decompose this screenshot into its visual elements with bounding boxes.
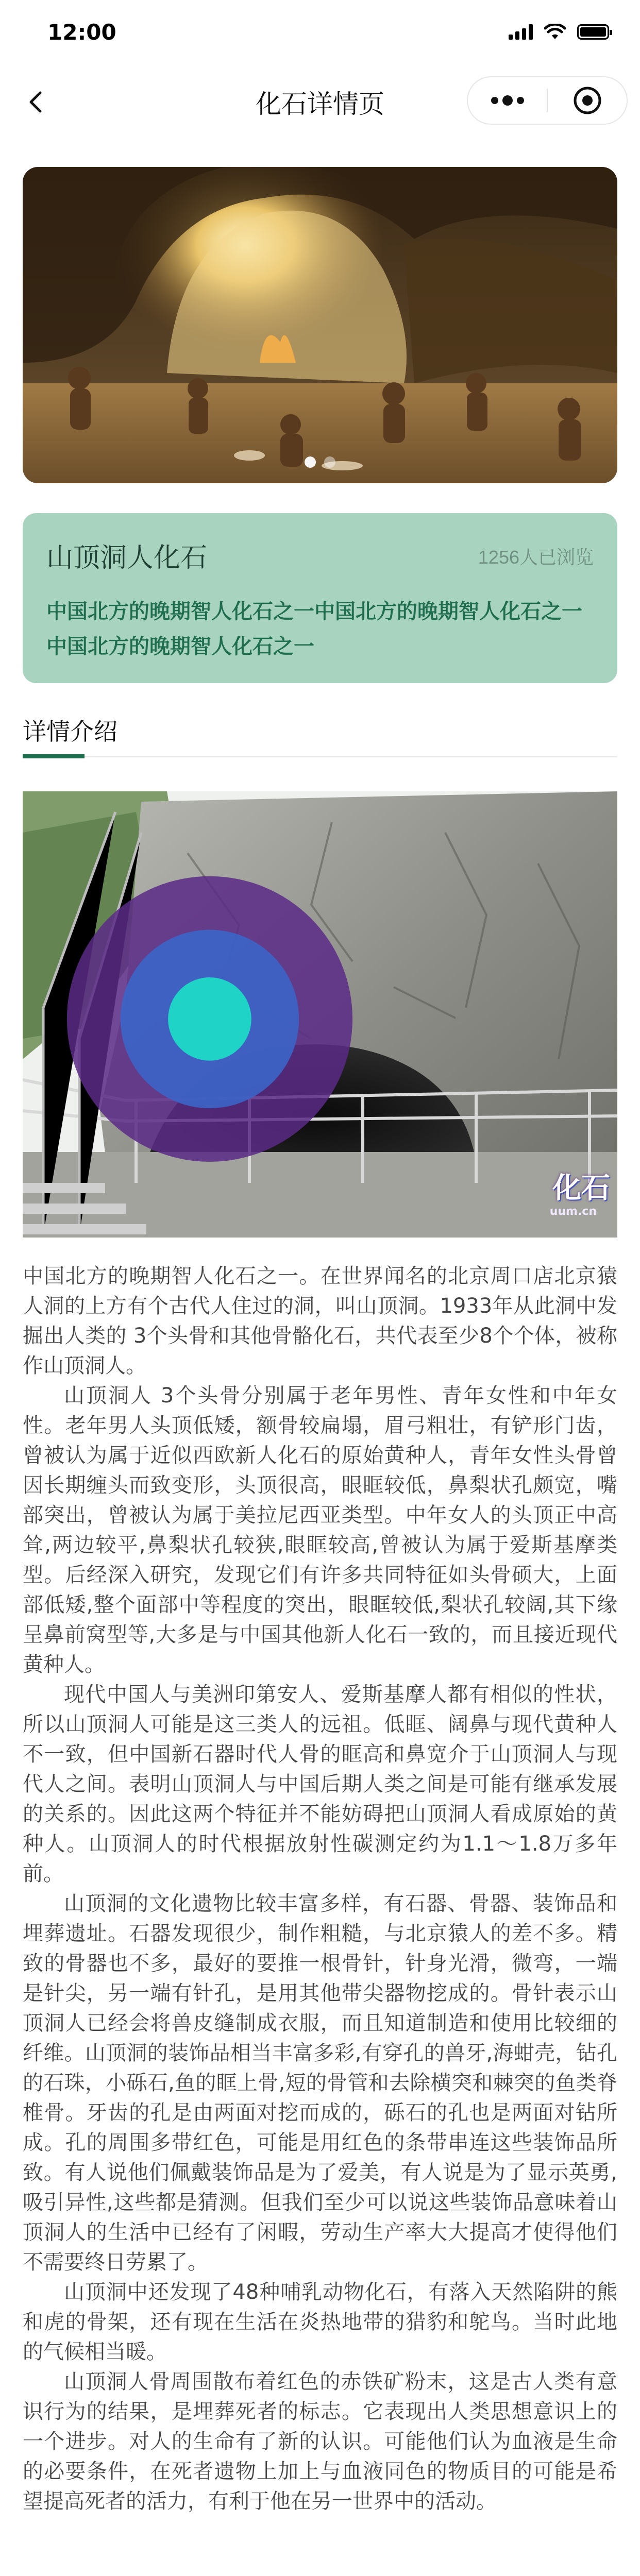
watermark-sub: uum.cn — [549, 1205, 597, 1218]
target-circle-icon — [572, 85, 603, 116]
carousel-dot[interactable] — [324, 456, 335, 468]
section-title-underline — [23, 754, 85, 758]
status-time: 12:00 — [47, 20, 116, 45]
article-paragraph: 中国北方的晚期智人化石之一。在世界闻名的北京周口店北京猿人洞的上方有个古代人住过的洞，叫山顶洞。1933年从此洞中发掘出人类的 3个头骨和其他骨骼化石，共代表至少8个个体，被称作山顶洞人。 — [23, 1264, 617, 1378]
wifi-icon — [544, 24, 566, 40]
close-miniprogram-button[interactable] — [548, 77, 627, 124]
fossil-summary: 中国北方的晚期智人化石之一中国北方的晚期智人化石之一中国北方的晚期智人化石之一 — [46, 600, 582, 658]
fossil-info-card — [23, 513, 617, 683]
article-paragraph: 山顶洞的文化遗物比较丰富多样，有石器、骨器、装饰品和埋葬遗址。石器发现很少，制作粗糙，与北京猿人的差不多。精致的骨器也不多，最好的要推一根骨针，针身光滑，微弯，一端是针尖，另一端有针孔，是用其他带尖器物挖成的。骨针表示山顶洞人已经会将兽皮缝制成衣服，而且知道制造和使用比较细的纤维。山顶洞的装饰品相当丰富多彩,有穿孔的兽牙,海蚶壳，钻孔的石珠，小砾石,鱼的眶上骨,短的骨管和去除横突和棘突的鱼类脊椎骨。牙齿的孔是由两面对挖而成的，砾石的孔也是两面对钻所成。孔的周围多带红色，可能是用红色的条带串连这些装饰品所致。有人说他们佩戴装饰品是为了爱美，有人说是为了显示英勇,吸引异性,这些都是猜测。但我们至少可以说这些装饰品意味着山顶洞人的生活中已经有了闲暇，劳动生产率大大提高才使得他们不需要终日劳累了。 — [23, 1892, 617, 2274]
battery-icon — [577, 24, 609, 40]
section-title: 详情介绍 — [23, 718, 117, 745]
watermark-logo-icon — [23, 791, 611, 1227]
carousel-indicators — [23, 456, 617, 468]
cave-diorama-image — [23, 167, 617, 483]
fossil-name: 山顶洞人化石 — [46, 543, 208, 573]
page-title: 化石详情页 — [256, 89, 384, 119]
more-button[interactable] — [468, 77, 547, 124]
carousel-dot[interactable] — [305, 456, 316, 468]
status-icons — [509, 24, 609, 40]
view-count: 1256人已浏览 — [478, 547, 594, 568]
miniprogram-capsule — [467, 76, 628, 125]
cellular-signal-icon — [509, 24, 533, 40]
status-bar — [0, 0, 640, 68]
cave-entrance-photo — [23, 791, 617, 1238]
more-dots-icon — [490, 94, 526, 107]
watermark-text: 化石 — [552, 1172, 610, 1205]
article-paragraph: 现代中国人与美洲印第安人、爱斯基摩人都有相似的性状，所以山顶洞人可能是这三类人的远祖。低眶、阔鼻与现代黄种人不一致，但中国新石器时代人骨的眶高和鼻宽介于山顶洞人与现代人之间。表明山顶洞人与中国后期人类之间是可能有继承发展的关系的。因此这两个特征并不能妨碍把山顶洞人看成原始的黄种人。山顶洞人的时代根据放射性碳测定约为1.1～1.8万多年前。 — [23, 1683, 617, 1886]
article-paragraph: 山顶洞中还发现了48种哺乳动物化石，有落入天然陷阱的熊和虎的骨架，还有现在生活在炎热地带的猎豹和鸵鸟。当时此地的气候相当暖。 — [23, 2280, 617, 2364]
hero-carousel[interactable] — [23, 167, 617, 483]
article-body — [23, 1261, 617, 2516]
section-divider — [23, 756, 617, 757]
nav-bar — [0, 68, 640, 136]
article-paragraph: 山顶洞人 3个头骨分别属于老年男性、青年女性和中年女性。老年男人头顶低矮，额骨较扁塌，眉弓粗壮，有铲形门齿，曾被认为属于近似西欧新人化石的原始黄种人，青年女性头骨曾因长期缠头而致变形，头顶很高，眼眶较低，鼻梨状孔颇宽，嘴部突出，曾被认为属于美拉尼西亚类型。中年女人的头顶正中高耸,两边较平,鼻梨状孔较狭,眼眶较高,曾被认为属于爱斯基摩类型。后经深入研究，发现它们有许多共同特征如头骨硕大，上面部低矮,整个面部中等程度的突出，眼眶较低,梨状孔较阔,其下缘呈鼻前窝型等,大多是与中国其他新人化石一致的，而且接近现代黄种人。 — [23, 1384, 617, 1676]
article-paragraph: 山顶洞人骨周围散布着红色的赤铁矿粉末，这是古人类有意识行为的结果，是埋葬死者的标志。它表现出人类思想意识上的一个进步。对人的生命有了新的认识。可能他们认为血液是生命的必要条件，在死者遗物上加上与血液同色的物质目的可能是希望提高死者的活力，有利于他在另一世界中的活动。 — [23, 2370, 617, 2513]
